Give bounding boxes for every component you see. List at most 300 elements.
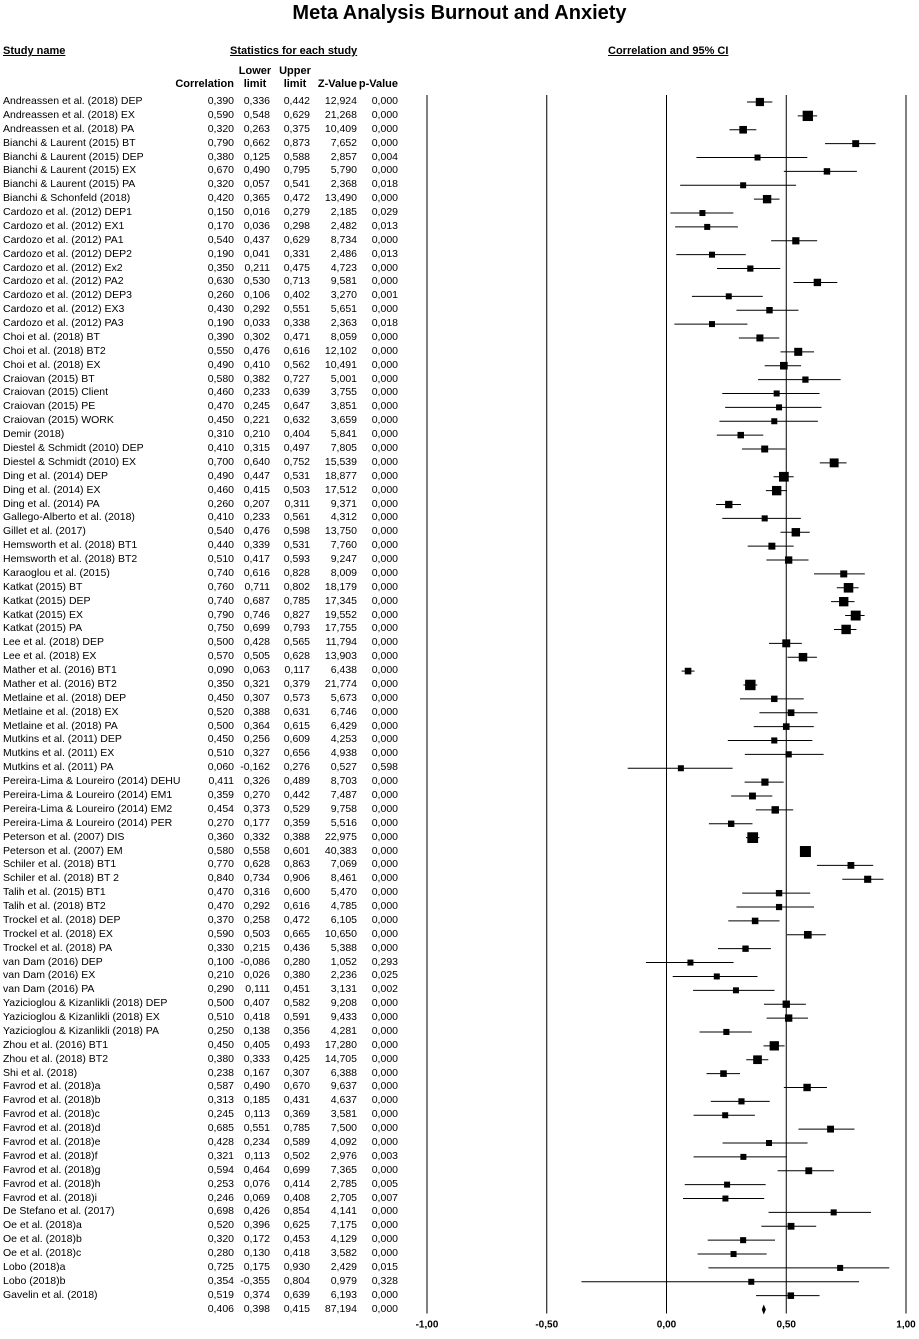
study-hi: 0,699 bbox=[283, 1163, 310, 1176]
study-z: 5,516 bbox=[330, 816, 357, 829]
study-z: 8,703 bbox=[330, 775, 357, 788]
effect-marker bbox=[742, 946, 748, 952]
study-r: 0,390 bbox=[207, 330, 234, 343]
effect-marker bbox=[785, 1014, 792, 1021]
study-hi: 0,279 bbox=[283, 206, 310, 219]
study-r: 0,330 bbox=[207, 941, 234, 954]
study-r: 0,190 bbox=[207, 317, 234, 330]
study-z: 2,705 bbox=[330, 1191, 357, 1204]
study-lo: 0,364 bbox=[243, 719, 270, 732]
study-z: 6,105 bbox=[330, 913, 357, 926]
study-r: 0,370 bbox=[207, 913, 234, 926]
study-p: 0,000 bbox=[371, 95, 398, 107]
study-name: Andreassen et al. (2018) PA bbox=[3, 122, 135, 135]
pooled-p: 0,000 bbox=[371, 1302, 398, 1315]
study-name: Mutkins et al. (2011) DEP bbox=[3, 733, 122, 746]
study-p: 0,000 bbox=[371, 566, 398, 579]
study-p: 0,000 bbox=[371, 650, 398, 663]
effect-marker bbox=[788, 709, 795, 716]
study-hi: 0,311 bbox=[284, 497, 310, 510]
study-r: 0,520 bbox=[207, 1219, 234, 1232]
study-hi: 0,616 bbox=[283, 900, 310, 913]
study-lo: 0,417 bbox=[243, 553, 270, 566]
study-r: 0,450 bbox=[207, 1038, 234, 1051]
statistics-header: Statistics for each study bbox=[230, 45, 358, 57]
study-hi: 0,418 bbox=[283, 1247, 310, 1260]
study-hi: 0,380 bbox=[283, 969, 310, 982]
study-hi: 0,388 bbox=[283, 830, 310, 843]
study-p: 0,000 bbox=[371, 1122, 398, 1135]
study-z: 7,069 bbox=[330, 858, 357, 871]
study-lo: 0,233 bbox=[243, 511, 270, 524]
study-r: 0,725 bbox=[207, 1260, 234, 1273]
study-hi: 0,665 bbox=[283, 927, 310, 940]
study-name: Cardozo et al. (2012) PA2 bbox=[3, 275, 124, 288]
study-hi: 0,629 bbox=[283, 108, 310, 121]
study-hi: 0,647 bbox=[283, 400, 310, 413]
study-lo: 0,711 bbox=[244, 580, 270, 593]
pooled-diamond bbox=[762, 1305, 766, 1315]
study-p: 0,000 bbox=[371, 1233, 398, 1246]
study-z: 9,433 bbox=[330, 1011, 357, 1024]
study-r: 0,090 bbox=[207, 664, 234, 677]
study-z: 9,758 bbox=[330, 802, 357, 815]
study-z: 5,651 bbox=[330, 303, 357, 316]
study-p: 0,000 bbox=[371, 608, 398, 621]
study-p: 0,000 bbox=[371, 553, 398, 566]
study-p: 0,000 bbox=[371, 136, 398, 149]
study-r: 0,510 bbox=[207, 747, 234, 760]
study-r: 0,840 bbox=[207, 872, 234, 885]
study-r: 0,100 bbox=[207, 955, 234, 968]
study-hi: 0,541 bbox=[283, 178, 310, 191]
x-tick-label: 0,00 bbox=[656, 1319, 677, 1331]
study-lo: 0,063 bbox=[243, 664, 270, 677]
study-name: Pereira-Lima & Loureiro (2014) EM1 bbox=[3, 789, 173, 801]
study-hi: 0,863 bbox=[283, 858, 310, 871]
study-p: 0,013 bbox=[371, 247, 398, 260]
study-r: 0,170 bbox=[207, 219, 234, 232]
study-lo: 0,374 bbox=[243, 1288, 270, 1301]
study-r: 0,430 bbox=[207, 303, 234, 316]
study-p: 0,000 bbox=[371, 414, 398, 427]
study-z: 17,755 bbox=[324, 622, 357, 635]
study-hi: 0,616 bbox=[283, 344, 310, 357]
study-name: Cardozo et al. (2012) DEP3 bbox=[3, 289, 132, 302]
study-r: 0,460 bbox=[207, 483, 234, 496]
effect-marker bbox=[714, 973, 720, 979]
study-lo: 0,365 bbox=[243, 192, 270, 205]
study-z: 14,705 bbox=[324, 1052, 357, 1065]
study-lo: 0,410 bbox=[243, 358, 270, 371]
effect-marker bbox=[747, 265, 753, 271]
study-z: 18,179 bbox=[324, 580, 357, 593]
study-lo: 0,426 bbox=[243, 1205, 270, 1218]
study-z: 7,365 bbox=[330, 1163, 357, 1176]
study-p: 0,000 bbox=[371, 483, 398, 496]
study-name: Pereira-Lima & Loureiro (2014) DEHU bbox=[3, 775, 181, 788]
study-r: 0,740 bbox=[207, 566, 234, 579]
study-lo: 0,069 bbox=[243, 1191, 270, 1204]
study-r: 0,060 bbox=[207, 761, 234, 774]
effect-marker bbox=[803, 1084, 810, 1091]
study-z: 5,470 bbox=[330, 886, 357, 899]
study-z: 5,001 bbox=[330, 372, 357, 385]
study-r: 0,380 bbox=[207, 150, 234, 163]
study-lo: 0,382 bbox=[243, 372, 270, 385]
study-lo: 0,503 bbox=[243, 927, 270, 940]
effect-marker bbox=[768, 543, 775, 550]
study-name: Hemsworth et al. (2018) BT2 bbox=[3, 553, 138, 566]
study-hi: 0,588 bbox=[283, 150, 310, 163]
study-name: van Dam (2016) DEP bbox=[3, 955, 103, 968]
study-lo: 0,490 bbox=[243, 1080, 270, 1093]
study-r: 0,440 bbox=[207, 539, 234, 552]
effect-marker bbox=[800, 846, 811, 857]
study-p: 0,000 bbox=[371, 233, 398, 246]
effect-marker bbox=[740, 182, 746, 188]
effect-marker bbox=[763, 195, 771, 203]
study-z: 8,461 bbox=[330, 872, 357, 885]
study-name: Favrod et al. (2018)b bbox=[3, 1094, 101, 1107]
study-z: 6,429 bbox=[330, 719, 357, 732]
study-z: 2,236 bbox=[330, 969, 357, 982]
effect-marker bbox=[783, 1001, 790, 1008]
study-z: 4,253 bbox=[330, 733, 357, 746]
study-p: 0,000 bbox=[371, 108, 398, 121]
study-r: 0,290 bbox=[207, 983, 234, 996]
study-z: 2,785 bbox=[330, 1177, 357, 1190]
study-name: Cardozo et al. (2012) Ex2 bbox=[3, 261, 123, 274]
study-lo: 0,327 bbox=[243, 747, 270, 760]
study-name: Talih et al. (2015) BT1 bbox=[3, 886, 106, 899]
effect-marker bbox=[837, 1265, 843, 1271]
study-r: 0,790 bbox=[207, 608, 234, 621]
study-hi: 0,827 bbox=[283, 608, 310, 621]
study-name: Favrod et al. (2018)a bbox=[3, 1080, 101, 1093]
study-r: 0,320 bbox=[207, 122, 234, 135]
study-hi: 0,752 bbox=[283, 455, 310, 468]
effect-marker bbox=[704, 224, 710, 230]
study-p: 0,000 bbox=[371, 1080, 398, 1093]
study-r: 0,590 bbox=[207, 927, 234, 940]
effect-marker bbox=[799, 653, 807, 661]
effect-marker bbox=[748, 1279, 754, 1285]
study-name: Ding et al. (2014) EX bbox=[3, 483, 101, 496]
study-p: 0,000 bbox=[371, 1219, 398, 1232]
study-hi: 0,531 bbox=[283, 539, 310, 552]
study-lo: 0,407 bbox=[243, 997, 270, 1010]
study-p: 0,000 bbox=[371, 344, 398, 357]
study-p: 0,000 bbox=[371, 386, 398, 399]
study-p: 0,018 bbox=[371, 178, 398, 191]
study-hi: 0,615 bbox=[283, 719, 310, 732]
study-hi: 0,402 bbox=[283, 289, 310, 302]
study-r: 0,670 bbox=[207, 164, 234, 177]
study-lo: 0,106 bbox=[243, 289, 270, 302]
study-p: 0,025 bbox=[371, 969, 398, 982]
study-z: 0,527 bbox=[330, 761, 357, 774]
study-hi: 0,442 bbox=[283, 789, 310, 801]
study-hi: 0,453 bbox=[283, 1233, 310, 1246]
study-p: 0,000 bbox=[371, 1011, 398, 1024]
study-hi: 0,609 bbox=[283, 733, 310, 746]
effect-marker bbox=[840, 570, 847, 577]
study-p: 0,000 bbox=[371, 775, 398, 788]
study-lo: 0,333 bbox=[243, 1052, 270, 1065]
study-name: Peterson et al. (2007) DIS bbox=[3, 830, 125, 843]
study-p: 0,000 bbox=[371, 636, 398, 649]
study-name: Demir (2018) bbox=[3, 428, 65, 441]
study-z: 6,438 bbox=[330, 664, 357, 677]
study-p: 0,000 bbox=[371, 1288, 398, 1301]
study-p: 0,000 bbox=[371, 539, 398, 552]
study-lo: 0,263 bbox=[243, 122, 270, 135]
study-p: 0,000 bbox=[371, 594, 398, 607]
study-p: 0,002 bbox=[371, 983, 398, 996]
study-name: Katkat (2015) DEP bbox=[3, 594, 91, 607]
study-p: 0,000 bbox=[371, 1094, 398, 1107]
study-lo: 0,256 bbox=[243, 733, 270, 746]
study-r: 0,390 bbox=[207, 95, 234, 107]
effect-marker bbox=[864, 876, 871, 883]
study-p: 0,000 bbox=[371, 733, 398, 746]
study-p: 0,004 bbox=[371, 150, 398, 163]
effect-marker bbox=[779, 472, 789, 482]
study-z: 9,208 bbox=[330, 997, 357, 1010]
study-z: 3,755 bbox=[330, 386, 357, 399]
effect-marker bbox=[770, 1041, 779, 1050]
study-name: Favrod et al. (2018)g bbox=[3, 1163, 101, 1176]
study-r: 0,410 bbox=[207, 511, 234, 524]
chart-title: Meta Analysis Burnout and Anxiety bbox=[292, 2, 627, 24]
study-lo: 0,326 bbox=[243, 775, 270, 788]
study-lo: 0,558 bbox=[243, 844, 270, 857]
study-lo: 0,113 bbox=[244, 1108, 270, 1121]
study-lo: 0,125 bbox=[243, 150, 270, 163]
study-r: 0,740 bbox=[207, 594, 234, 607]
effect-marker bbox=[733, 987, 739, 993]
study-r: 0,587 bbox=[207, 1080, 234, 1093]
study-name: Diestel & Schmidt (2010) DEP bbox=[3, 442, 144, 454]
study-r: 0,250 bbox=[207, 1024, 234, 1037]
study-z: 8,734 bbox=[330, 233, 357, 246]
study-r: 0,470 bbox=[207, 900, 234, 913]
study-lo: 0,026 bbox=[243, 969, 270, 982]
study-r: 0,320 bbox=[207, 1233, 234, 1246]
study-r: 0,540 bbox=[207, 233, 234, 246]
effect-marker bbox=[848, 862, 855, 869]
study-name: Lobo (2018)b bbox=[3, 1274, 66, 1287]
study-hi: 0,338 bbox=[283, 317, 310, 330]
study-name: De Stefano et al. (2017) bbox=[3, 1205, 115, 1218]
study-z: 4,723 bbox=[330, 261, 357, 274]
effect-marker bbox=[776, 904, 782, 910]
study-p: 0,000 bbox=[371, 844, 398, 857]
study-z: 7,805 bbox=[330, 442, 357, 454]
study-r: 0,790 bbox=[207, 136, 234, 149]
study-p: 0,000 bbox=[371, 886, 398, 899]
study-lo: 0,339 bbox=[243, 539, 270, 552]
effect-marker bbox=[752, 918, 759, 925]
study-name: Trockel et al. (2018) PA bbox=[3, 941, 113, 954]
study-r: 0,580 bbox=[207, 844, 234, 857]
study-name: Gallego-Alberto et al. (2018) bbox=[3, 511, 135, 524]
study-r: 0,510 bbox=[207, 1011, 234, 1024]
study-hi: 0,793 bbox=[283, 622, 310, 635]
study-hi: 0,573 bbox=[283, 691, 310, 704]
study-r: 0,360 bbox=[207, 830, 234, 843]
study-lo: 0,437 bbox=[243, 233, 270, 246]
study-hi: 0,359 bbox=[283, 816, 310, 829]
effect-marker bbox=[753, 1055, 762, 1064]
study-hi: 0,785 bbox=[283, 1122, 310, 1135]
study-name: Choi et al. (2018) EX bbox=[3, 358, 101, 371]
study-name-header: Study name bbox=[3, 45, 66, 57]
study-p: 0,293 bbox=[371, 955, 398, 968]
study-hi: 0,598 bbox=[283, 525, 310, 538]
study-z: 13,750 bbox=[324, 525, 357, 538]
study-hi: 0,591 bbox=[283, 1011, 310, 1024]
study-hi: 0,414 bbox=[283, 1177, 310, 1190]
study-z: 21,268 bbox=[324, 108, 357, 121]
study-r: 0,470 bbox=[207, 400, 234, 413]
study-p: 0,005 bbox=[371, 1177, 398, 1190]
study-name: Favrod et al. (2018)c bbox=[3, 1108, 100, 1121]
study-p: 0,000 bbox=[371, 1205, 398, 1218]
study-z: 12,102 bbox=[324, 344, 357, 357]
study-lo: 0,336 bbox=[243, 95, 270, 107]
study-z: 13,490 bbox=[324, 192, 357, 205]
study-r: 0,519 bbox=[207, 1288, 234, 1301]
study-name: Lee et al. (2018) DEP bbox=[3, 636, 104, 649]
study-hi: 0,631 bbox=[283, 705, 310, 718]
study-name: Mutkins et al. (2011) PA bbox=[3, 761, 114, 774]
study-lo: 0,036 bbox=[243, 219, 270, 232]
study-p: 0,000 bbox=[371, 719, 398, 732]
study-p: 0,000 bbox=[371, 469, 398, 482]
study-p: 0,000 bbox=[371, 122, 398, 135]
study-name: Lee et al. (2018) EX bbox=[3, 650, 97, 663]
study-r: 0,245 bbox=[207, 1108, 234, 1121]
ci-header: Correlation and 95% CI bbox=[608, 45, 729, 57]
effect-marker bbox=[740, 1154, 746, 1160]
study-z: 4,637 bbox=[330, 1094, 357, 1107]
study-r: 0,411 bbox=[208, 775, 234, 788]
effect-marker bbox=[726, 293, 732, 299]
study-hi: 0,804 bbox=[283, 1274, 310, 1287]
study-name: Ding et al. (2014) DEP bbox=[3, 469, 109, 482]
study-p: 0,000 bbox=[371, 664, 398, 677]
effect-marker bbox=[749, 793, 756, 800]
study-lo: 0,057 bbox=[243, 178, 270, 191]
study-lo: 0,640 bbox=[243, 455, 270, 468]
study-name: Metlaine et al. (2018) PA bbox=[3, 719, 118, 732]
study-lo: 0,418 bbox=[243, 1011, 270, 1024]
effect-marker bbox=[788, 1223, 795, 1230]
study-hi: 0,531 bbox=[283, 469, 310, 482]
study-z: 18,877 bbox=[324, 469, 357, 482]
study-r: 0,210 bbox=[207, 969, 234, 982]
study-r: 0,246 bbox=[207, 1191, 234, 1204]
effect-marker bbox=[814, 279, 821, 286]
study-hi: 0,298 bbox=[283, 219, 310, 232]
study-lo: 0,172 bbox=[243, 1233, 270, 1246]
study-lo: 0,505 bbox=[243, 650, 270, 663]
study-r: 0,510 bbox=[207, 553, 234, 566]
study-p: 0,000 bbox=[371, 1247, 398, 1260]
study-z: 3,659 bbox=[330, 414, 357, 427]
study-r: 0,770 bbox=[207, 858, 234, 871]
effect-marker bbox=[776, 890, 782, 896]
study-lo: 0,321 bbox=[243, 677, 270, 690]
study-hi: 0,828 bbox=[283, 566, 310, 579]
study-hi: 0,436 bbox=[283, 941, 310, 954]
study-name: Shi et al. (2018) bbox=[3, 1066, 78, 1079]
study-hi: 0,451 bbox=[283, 983, 310, 996]
study-p: 0,000 bbox=[371, 802, 398, 815]
study-p: 0,000 bbox=[371, 941, 398, 954]
pooled-lo: 0,398 bbox=[243, 1302, 270, 1315]
effect-marker bbox=[678, 765, 684, 771]
study-lo: 0,490 bbox=[243, 164, 270, 177]
study-lo: 0,746 bbox=[243, 608, 270, 621]
study-p: 0,000 bbox=[371, 677, 398, 690]
study-p: 0,000 bbox=[371, 1108, 398, 1121]
study-r: 0,190 bbox=[207, 247, 234, 260]
study-lo: 0,185 bbox=[243, 1094, 270, 1107]
study-p: 0,000 bbox=[371, 455, 398, 468]
study-name: Katkat (2015) PA bbox=[3, 622, 83, 635]
study-lo: 0,628 bbox=[243, 858, 270, 871]
study-z: 0,979 bbox=[330, 1274, 357, 1287]
study-hi: 0,670 bbox=[283, 1080, 310, 1093]
study-z: 5,673 bbox=[330, 691, 357, 704]
study-p: 0,000 bbox=[371, 1066, 398, 1079]
study-hi: 0,562 bbox=[283, 358, 310, 371]
study-name: Yazicioglou & Kizanlikli (2018) EX bbox=[3, 1011, 160, 1024]
study-p: 0,018 bbox=[371, 317, 398, 330]
study-z: 4,938 bbox=[330, 747, 357, 760]
study-hi: 0,475 bbox=[283, 261, 310, 274]
effect-marker bbox=[731, 1251, 737, 1257]
study-r: 0,520 bbox=[207, 705, 234, 718]
study-r: 0,580 bbox=[207, 372, 234, 385]
study-lo: 0,316 bbox=[243, 886, 270, 899]
study-name: Favrod et al. (2018)d bbox=[3, 1122, 101, 1135]
study-z: 15,539 bbox=[324, 455, 357, 468]
p-value-header: p-Value bbox=[358, 78, 398, 90]
effect-marker bbox=[774, 390, 780, 396]
study-r: 0,470 bbox=[207, 886, 234, 899]
study-name: van Dam (2016) PA bbox=[3, 983, 95, 996]
study-r: 0,450 bbox=[207, 691, 234, 704]
study-hi: 0,472 bbox=[283, 913, 310, 926]
lower-limit-header-line2: limit bbox=[243, 78, 267, 90]
x-tick-label: -1,00 bbox=[415, 1319, 439, 1331]
study-name: Craiovan (2015) BT bbox=[3, 372, 95, 385]
effect-marker bbox=[785, 556, 792, 563]
effect-marker bbox=[780, 362, 788, 370]
study-p: 0,000 bbox=[371, 164, 398, 177]
study-p: 0,000 bbox=[371, 497, 398, 510]
study-hi: 0,331 bbox=[283, 247, 310, 260]
study-z: 22,975 bbox=[324, 830, 357, 843]
study-z: 5,841 bbox=[330, 428, 357, 441]
study-p: 0,000 bbox=[371, 511, 398, 524]
study-z: 2,363 bbox=[330, 317, 357, 330]
study-p: 0,000 bbox=[371, 358, 398, 371]
